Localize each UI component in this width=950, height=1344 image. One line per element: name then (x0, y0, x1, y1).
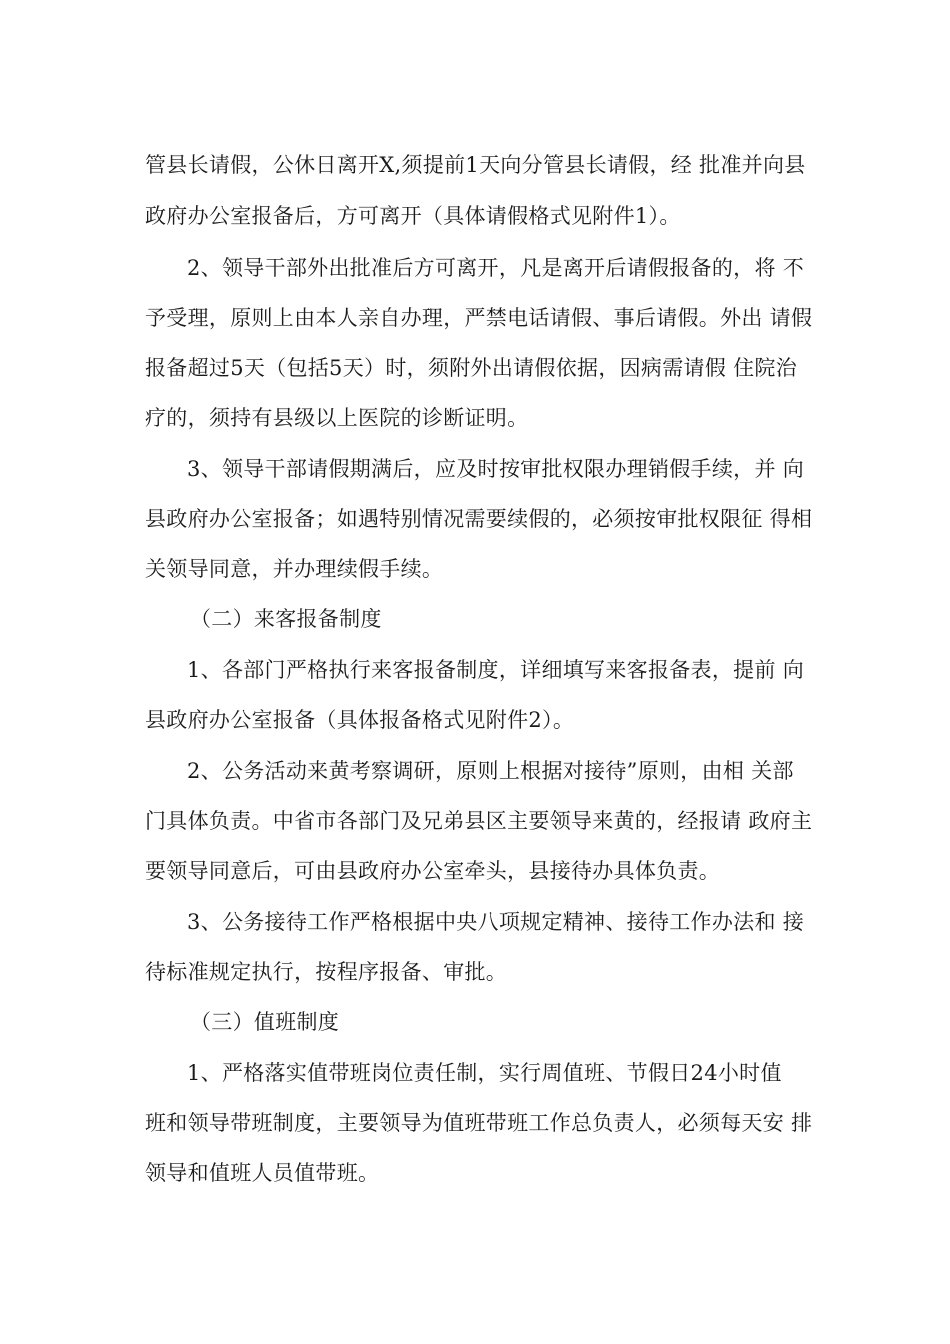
text-line: 予受理，原则上由本人亲自办理，严禁电话请假、事后请假。外出 请假 (145, 306, 813, 330)
section-heading: （二）来客报备制度 (190, 607, 382, 631)
text-line: 待标准规定执行，按程序报备、审批。 (145, 960, 508, 984)
paragraph-line: 2、公务活动来黄考察调研，原则上根据对接待”原则，由相 关部 (187, 759, 794, 783)
paragraph-line: 1、严格落实值带班岗位责任制，实行周值班、节假日24小时值 (187, 1061, 782, 1085)
paragraph-line: 2、领导干部外出批准后方可离开，凡是离开后请假报备的，将 不 (187, 256, 805, 280)
text-line: 疗的，须持有县级以上医院的诊断证明。 (145, 406, 529, 430)
paragraph-line: 1、各部门严格执行来客报备制度，详细填写来客报备表，提前 向 (187, 658, 805, 682)
text-line: 政府办公室报备后，方可离开（具体请假格式见附件1）。 (145, 204, 681, 228)
text-line: 管县长请假，公休日离开X,须提前1天向分管县长请假，经 批准并向县 (145, 153, 806, 177)
text-line: 县政府办公室报备；如遇特别情况需要续假的，必须按审批权限征 得相 (145, 507, 813, 531)
text-line: 县政府办公室报备（具体报备格式见附件2）。 (145, 708, 575, 732)
text-line: 要领导同意后，可由县政府办公室牵头，县接待办具体负责。 (145, 859, 721, 883)
paragraph-line: 3、领导干部请假期满后，应及时按审批权限办理销假手续，并 向 (187, 457, 805, 481)
text-line: 关领导同意，并办理续假手续。 (145, 557, 444, 581)
text-line: 班和领导带班制度，主要领导为值班带班工作总负责人，必须每天安 排 (145, 1111, 813, 1135)
paragraph-line: 3、公务接待工作严格根据中央八项规定精神、接待工作办法和 接 (187, 910, 805, 934)
section-heading: （三）值班制度 (190, 1010, 340, 1034)
text-line: 门具体负责。中省市各部门及兄弟县区主要领导来黄的，经报请 政府主 (145, 809, 813, 833)
text-line: 报备超过5天（包括5天）时，须附外出请假依据，因病需请假 住院治 (145, 356, 797, 380)
text-line: 领导和值班人员值带班。 (145, 1161, 380, 1185)
